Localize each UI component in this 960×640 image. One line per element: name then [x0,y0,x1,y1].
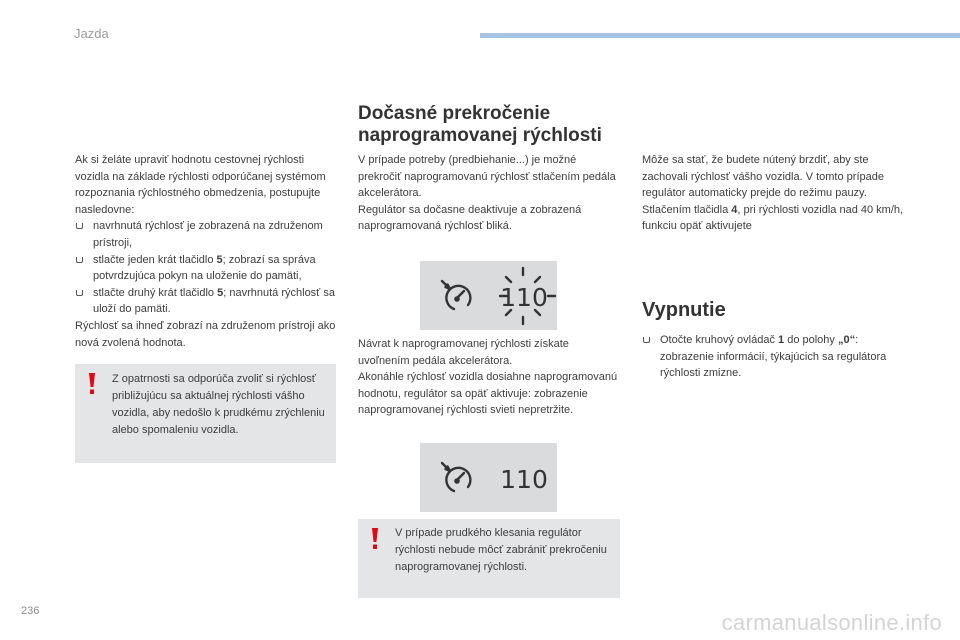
step-text-post: : zobrazenie informácií, týkajúcich sa regulátora rýchlosti zmizne. [660,334,887,380]
button-number: 5 [217,286,224,299]
header-title: Jazda [74,26,109,41]
position-value: „0“ [837,334,856,346]
page-number: 236 [21,605,40,617]
warning-exclamation-icon [370,528,380,550]
step-text-mid: do polohy [784,334,838,346]
display-panel-steady [420,443,557,512]
control-number: 1 [778,334,785,346]
column-temporary-override-continued [358,336,620,419]
header-accent-bar [480,33,960,38]
list-item [642,332,912,382]
list-item [75,252,337,285]
section-title-temporary-override: Dočasné prekročenie naprogramovanej rýchlosti [358,103,602,146]
intro-paragraph: Ak si želáte upraviť hodnotu cestovnej rýchlosti vozidla na základe rýchlosti odporúčanej systémom rozpoznania rýchlostného obmedzenia, postupujte nasledovne: [75,154,326,216]
watermark: carmanualsonline.info [721,610,942,635]
paragraph [642,202,912,235]
text-post: , pri rýchlosti vozidla nad 40 km/h, funkciu opäť aktivujete [642,203,904,233]
step-text-post: ; navrhnutá rýchlosť sa uloží do pamäti. [93,286,335,316]
speed-value-steady: 110 [500,465,548,494]
cruise-control-icon [442,463,470,491]
step-text-pre: stlačte jeden krát tlačidlo [93,253,217,266]
warning-text: Z opatrnosti sa odporúča zvoliť si rýchlosť približujúcu sa aktuálnej rýchlosti vášho vozidla, aby nedošlo k prudkému zrýchleniu alebo spomaleniu vozidla. [112,373,325,436]
section-title-switch-off: Vypnutie [642,299,726,321]
column-switch-off [642,332,912,382]
paragraph: Akonáhle rýchlosť vozidla dosiahne naprogramovanú hodnotu, regulátor sa opäť aktivuje: zobrazenie naprogramovanej rýchlosti svieti nepretržite. [358,371,618,417]
paragraph: Regulátor sa dočasne deaktivuje a zobrazená naprogramovaná rýchlosť bliká. [358,203,582,233]
button-number: 5 [216,253,223,266]
button-number: 4 [731,203,738,216]
step-text-pre: Otočte kruhový ovládač [660,334,779,346]
warning-exclamation-icon [87,373,97,395]
column-temporary-override [358,152,620,235]
steps-list [642,332,912,382]
warning-text: V prípade prudkého klesania regulátor rýchlosti nebude môcť zabrániť prekročeniu naprogramovanej rýchlosti. [395,527,607,573]
list-item [75,285,337,318]
step-text-pre: stlačte druhý krát tlačidlo [93,286,218,299]
step-text-post: ; zobrazí sa správa potvrdzujúca pokyn na uloženie do pamäti, [93,253,316,283]
text-pre: Stlačením tlačidla [642,203,732,216]
paragraph: Môže sa stať, že budete nútený brzdiť, aby ste zachovali rýchlosť vášho vozidla. V tomto prípade regulátor automaticky prejde do režimu pauzy. [642,154,884,200]
outro-paragraph: Rýchlosť sa ihneď zobrazí na združenom prístroji ako nová zvolená hodnota. [75,319,336,349]
column-speed-limit-adjust [75,152,337,351]
list-item [75,218,337,251]
warning-note [358,519,620,598]
steps-list [75,218,337,318]
paragraph: Návrat k naprogramovanej rýchlosti získate uvoľnením pedála akcelerátora. [358,338,569,367]
paragraph: V prípade potreby (predbiehanie...) je možné prekročiť naprogramovanú rýchlosť stlačením pedála akcelerátora. [358,154,616,200]
cruise-control-icon [442,281,470,309]
display-panel-blinking [420,261,557,330]
column-braking-pause [642,152,912,235]
warning-note [75,364,336,463]
speed-value-blinking: 110 [500,283,548,312]
step-text: navrhnutá rýchlosť je zobrazená na združenom prístroji, [93,220,323,249]
